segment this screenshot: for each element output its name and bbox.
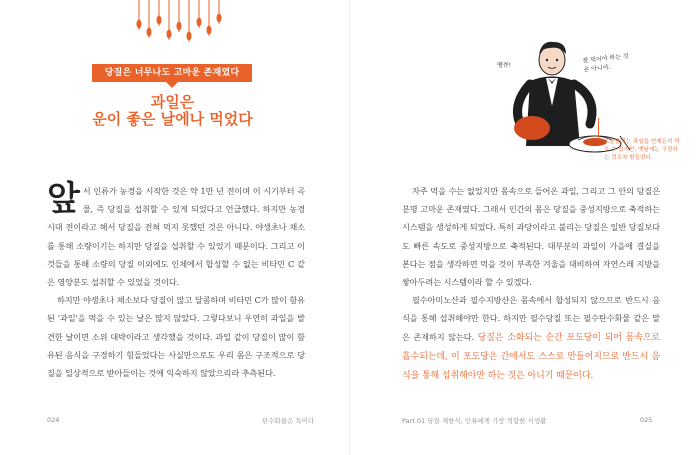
banner-pointer [166, 82, 178, 88]
illustration-caption: 오늘날에는 과일을 언제든지 먹을 수 있지만, 옛날에는 구경하는 것조차 힘들었다. [604, 139, 680, 161]
page-number-right: 025 [640, 416, 653, 424]
speech-bubble-right: 잘 먹어야 하는 것은 아니야. [582, 52, 630, 74]
page-number-left: 024 [47, 416, 60, 424]
chapter-title-line2: 운이 좋은 날에나 먹었다 [92, 110, 253, 128]
speech-bubble-left: 땡큐! [497, 62, 511, 69]
right-paragraph-2-text: 필수아미노산과 필수지방산은 몸속에서 합성되지 않으므로 반드시 음식을 통해 섭취해야만 한다. 하지만 필수당질 또는 필수탄수화물 같은 말은 존재하지 않는다. [402, 295, 660, 342]
left-paragraph-1: 서 인류가 농경을 시작한 것은 약 1만 년 전이며 이 시기부터 곡물, 즉 당질을 섭취할 수 있게 되었다고 언급했다. 하지만 농경시대 전이라고 해서 당질을 전혀 먹지 못했던 것은 아니다. 야생초나 채소를 통해 소량이기는 하지만 당질을 섭취할 수 있었기 때문이다. 그리고 이것들을 통해 소량의 당질 이외에도 인체에서 합성할 수 없는 비타민 C 같은 영양분도 섭취할 수 있었을 것이다. [47, 186, 305, 288]
left-body-text [47, 179, 305, 382]
right-paragraph-1: 자주 먹을 수는 없었지만 몸속으로 들어온 과일, 그리고 그 안의 당질은 분명 고마운 존재였다. 그래서 인간의 몸은 당질을 중성지방으로 축적하는 시스템을 생성하게 되었다. 특히 과당이라고 불리는 당질은 일반 당질보다도 빠른 속도로 중성지방으로 축적된다. 대부분의 과일이 가을에 결실을 본다는 점을 생각하면 먹을 것이 부족한 겨울을 대비하여 자연스레 지방을 쌓아두려는 시스템이라 할 수 있겠다. [402, 186, 660, 288]
wheat-decoration-icon [131, 0, 231, 44]
right-body-text [402, 182, 660, 385]
right-paragraph-2 [402, 291, 660, 385]
caption-leader-line [598, 118, 599, 140]
left-paragraph-2: 하지만 야생초나 채소보다 당질이 많고 달콤하며 비타민 C가 많이 함유된 '과일'을 먹을 수 있는 날은 많지 않았다. 그렇다보니 우연히 과일을 발견한 날이면 소위 대박이라고 생각했을 것이다. 과일 같이 당질이 많이 함유된 음식을 구경하기 힘들었다는 사실만으로도 우리 몸은 구조적으로 당질을 일상적으로 받아들이는 것에 익숙하지 않았으리라 추측된다. [47, 295, 305, 379]
chapter-title-line1: 과일은 [150, 93, 195, 111]
highlighted-sentence: 당질은 소화되는 순간 포도당이 되어 몸속으로 흡수되는데, 이 포도당은 간에서도 스스로 만들어지므로 반드시 음식을 통해 섭취해야만 하는 것은 아니기 때문이다. [402, 332, 661, 382]
running-head-left: 탄수화물은 독이다 [262, 417, 315, 425]
drop-cap: 앞 [47, 179, 80, 219]
section-banner: 당질은 너무나도 고마운 존재였다 [92, 64, 252, 82]
running-head-right: Part 01 당질 제한식, 인류에게 가장 적합한 식생활 [402, 417, 547, 425]
